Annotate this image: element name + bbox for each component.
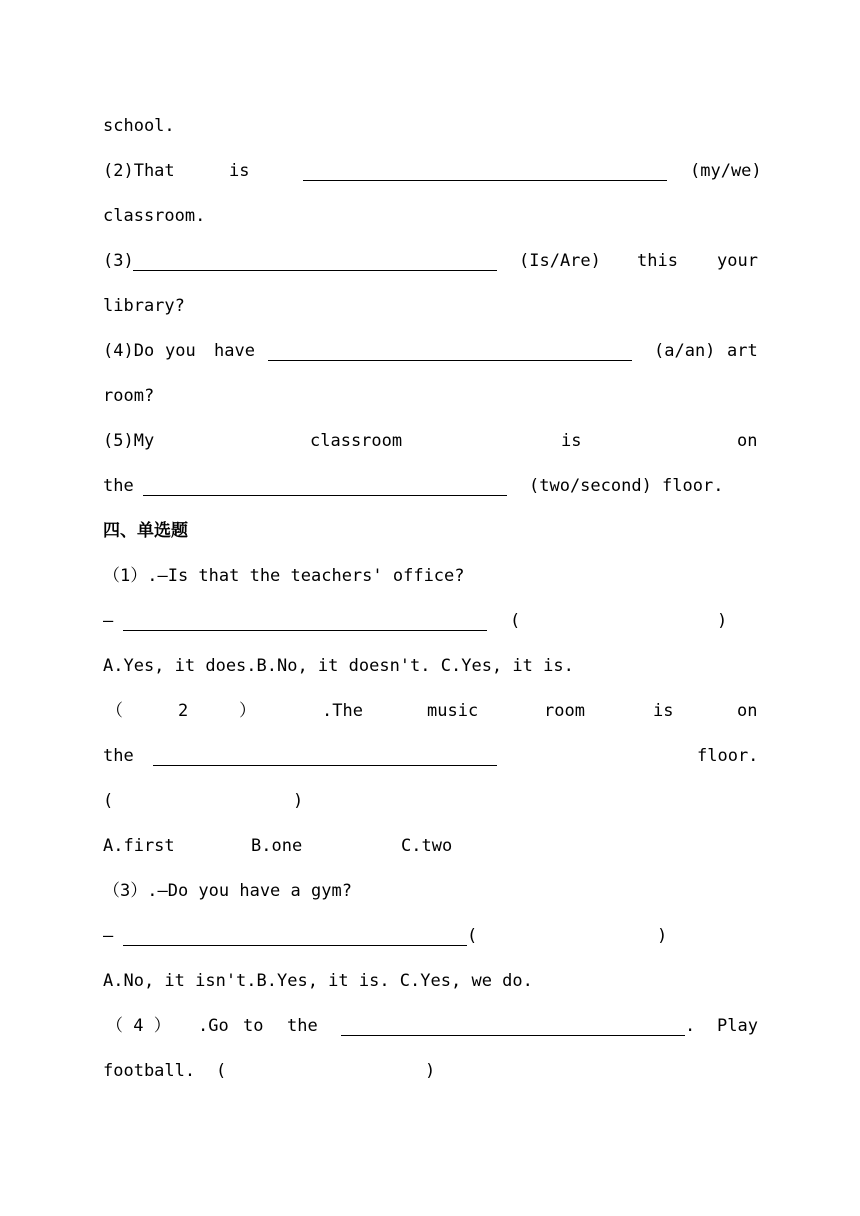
item4-hint: (a/an)	[654, 341, 716, 361]
mc2-word-floor: floor.	[697, 746, 759, 766]
mc4-period: .	[685, 1016, 696, 1036]
mc4-word-the: the	[287, 1016, 318, 1036]
mc3-answer-line	[103, 924, 758, 948]
mc1-bracket-open: (	[510, 611, 521, 631]
mc2-bracket-line	[103, 789, 758, 813]
mc4-question-line	[103, 1014, 758, 1038]
mc2-number: 2	[178, 701, 189, 721]
mc1-bracket-close: )	[717, 611, 728, 631]
mc2-blank[interactable]	[153, 765, 497, 766]
item3-word-this: this	[637, 251, 678, 271]
item5-line	[103, 429, 758, 453]
item3-hint: (Is/Are)	[519, 251, 601, 271]
item5-cont-line	[103, 474, 758, 498]
mc2-word-on: on	[737, 701, 758, 721]
item4-word-art: art	[727, 341, 758, 361]
mc4-bracket-close: )	[425, 1061, 436, 1081]
item5-word-classroom: classroom	[310, 431, 403, 451]
item3-cont-line	[103, 294, 758, 318]
mc3-bracket-open: (	[467, 926, 478, 946]
item3-number: (3)	[103, 251, 134, 271]
mc2-option-c: C.two	[401, 836, 453, 856]
mc1-options-line	[103, 654, 758, 678]
mc2-word-is: is	[653, 701, 674, 721]
mc2-bracket-open: (	[103, 791, 114, 811]
item2-blank[interactable]	[303, 180, 667, 181]
mc2-options-line	[103, 834, 758, 858]
item3-cont-text: library?	[103, 296, 185, 316]
mc2-word-the: .The	[322, 701, 363, 721]
mc2-option-b: B.one	[251, 836, 303, 856]
item5-number: (5)My	[103, 431, 155, 451]
item3-word-your: your	[717, 251, 758, 271]
mc2-bracket-close: )	[293, 791, 304, 811]
mc2-question-line	[103, 699, 758, 723]
item2-hint: (my/we)	[690, 161, 762, 181]
mc3-question-line	[103, 879, 758, 903]
item1-tail-text: school.	[103, 116, 175, 136]
section4-heading: 四、单选题	[103, 521, 188, 541]
mc4-word-play: Play	[717, 1016, 758, 1036]
item5-word-is: is	[561, 431, 582, 451]
mc4-blank[interactable]	[341, 1035, 685, 1036]
item4-cont-text: room?	[103, 386, 155, 406]
mc3-dash: —	[103, 926, 114, 946]
mc2-option-a: A.first	[103, 836, 175, 856]
item2-cont-line	[103, 204, 758, 228]
mc4-word-football: football.	[103, 1061, 196, 1081]
item5-hint: (two/second) floor.	[529, 476, 724, 496]
mc4-number: （ 4 ）	[106, 1016, 171, 1036]
item4-line	[103, 339, 758, 363]
mc2-paren-open: （	[106, 701, 123, 721]
item4-cont-line	[103, 384, 758, 408]
mc1-options: A.Yes, it does.B.No, it doesn't. C.Yes, it is.	[103, 656, 574, 676]
section4-heading-line	[103, 519, 758, 543]
item4-word-you: you	[165, 341, 196, 361]
mc2-word-the2: the	[103, 746, 134, 766]
mc1-blank[interactable]	[123, 630, 487, 631]
item4-number: (4)Do	[103, 341, 155, 361]
mc4-cont-line	[103, 1059, 758, 1083]
mc2-word-room: room	[544, 701, 585, 721]
mc2-paren-close: ）	[239, 701, 256, 721]
mc3-options: A.No, it isn't.B.Yes, it is. C.Yes, we do.	[103, 971, 533, 991]
item5-word-on: on	[737, 431, 758, 451]
item3-line	[103, 249, 758, 273]
mc4-bracket-open: (	[216, 1061, 227, 1081]
mc4-word-to: to	[243, 1016, 264, 1036]
mc1-answer-line	[103, 609, 758, 633]
item4-word-have: have	[214, 341, 255, 361]
mc3-question: （3）.—Do you have a gym?	[103, 881, 352, 901]
item2-word: is	[229, 161, 250, 181]
mc3-bracket-close: )	[657, 926, 668, 946]
mc3-blank[interactable]	[123, 945, 467, 946]
item2-line	[103, 159, 762, 183]
item2-number: (2)That	[103, 161, 175, 181]
item1-tail-line	[103, 114, 758, 138]
mc1-question: （1）.—Is that the teachers' office?	[103, 566, 465, 586]
item5-blank[interactable]	[143, 495, 507, 496]
mc1-dash: —	[103, 611, 114, 631]
mc1-question-line	[103, 564, 758, 588]
mc2-word-music: music	[427, 701, 479, 721]
mc2-cont-line	[103, 744, 758, 768]
item3-blank[interactable]	[133, 270, 497, 271]
item4-blank[interactable]	[268, 360, 632, 361]
item5-word-the: the	[103, 476, 134, 496]
mc3-options-line	[103, 969, 758, 993]
item2-cont-text: classroom.	[103, 206, 206, 226]
mc4-word-go: .Go	[198, 1016, 229, 1036]
